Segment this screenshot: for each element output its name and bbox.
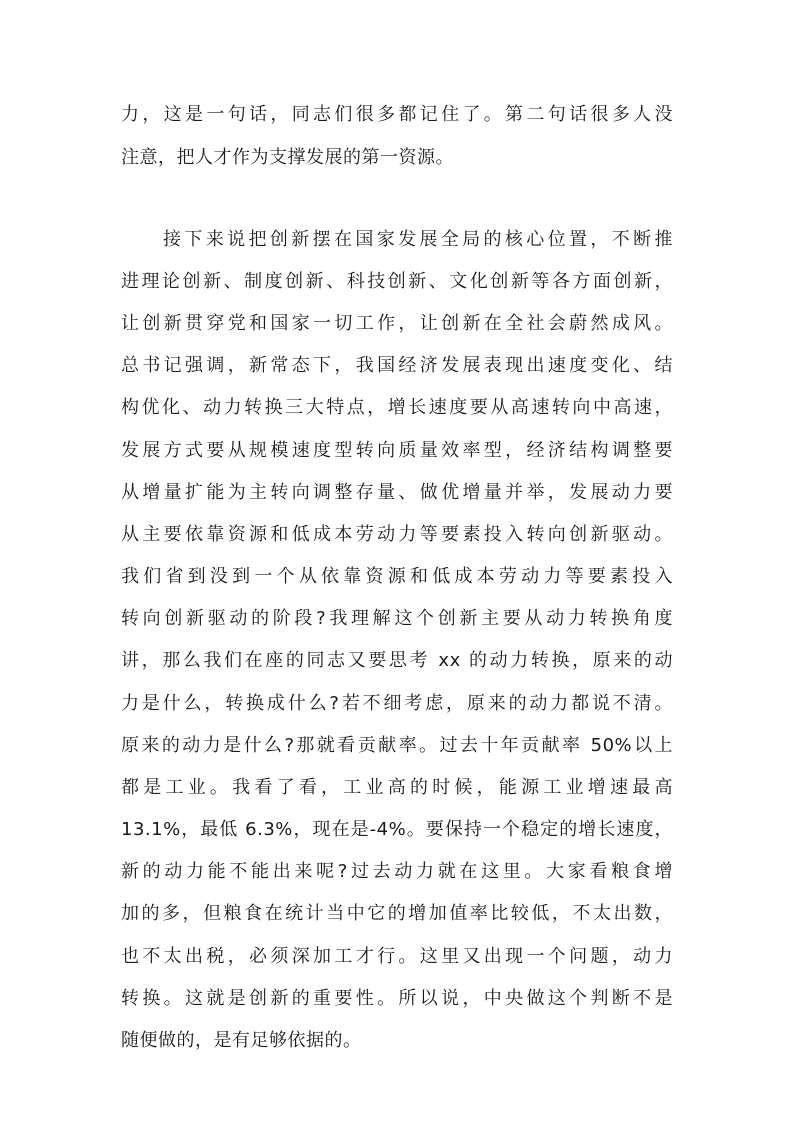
text-line: 注意，把人才作为支撑发展的第一资源。 [121, 147, 454, 168]
text-line: 转换。这就是创新的重要性。所以说，中央做这个判断不是 [121, 988, 673, 1009]
text-line: 都是工业。我看了看，工业高的时候，能源工业增速最高 [121, 777, 673, 798]
text-line: 我们省到没到一个从依靠资源和低成本劳动力等要素投入 [121, 566, 673, 587]
text-line: 发展方式要从规模速度型转向质量效率型，经济结构调整要 [121, 440, 673, 461]
text-line: 也不太出税，必须深加工才行。这里又出现一个问题，动力 [121, 946, 673, 967]
text-line: 随便做的，是有足够依据的。 [121, 1030, 362, 1051]
text-line: 从主要依靠资源和低成本劳动力等要素投入转向创新驱动。 [121, 524, 673, 545]
text-line: 力，这是一句话，同志们很多都记住了。第二句话很多人没 [121, 104, 673, 125]
text-line: 让创新贯穿党和国家一切工作，让创新在全社会蔚然成风。 [121, 313, 673, 334]
text-line: 总书记强调，新常态下，我国经济发展表现出速度变化、结 [121, 355, 673, 376]
text-line: 新的动力能不能出来呢?过去动力就在这里。大家看粮食增 [121, 861, 673, 882]
text-line: 13.1%，最低 6.3%，现在是-4%。要保持一个稳定的增长速度， [121, 819, 673, 840]
text-line: 加的多，但粮食在统计当中它的增加值率比较低，不太出数， [121, 903, 673, 924]
text-line: 转向创新驱动的阶段?我理解这个创新主要从动力转换角度 [121, 608, 673, 629]
text-line: 力是什么，转换成什么?若不细考虑，原来的动力都说不清。 [121, 693, 673, 714]
text-line: 进理论创新、制度创新、科技创新、文化创新等各方面创新， [121, 271, 673, 292]
text-line: 构优化、动力转换三大特点，增长速度要从高速转向中高速， [121, 397, 673, 418]
paragraph-first-line: 接下来说把创新摆在国家发展全局的核心位置，不断推 [163, 229, 673, 250]
text-line: 从增量扩能为主转向调整存量、做优增量并举，发展动力要 [121, 482, 673, 503]
text-line: 原来的动力是什么?那就看贡献率。过去十年贡献率 50%以上 [121, 735, 673, 756]
text-line: 讲，那么我们在座的同志又要思考 xx 的动力转换，原来的动 [121, 650, 673, 671]
